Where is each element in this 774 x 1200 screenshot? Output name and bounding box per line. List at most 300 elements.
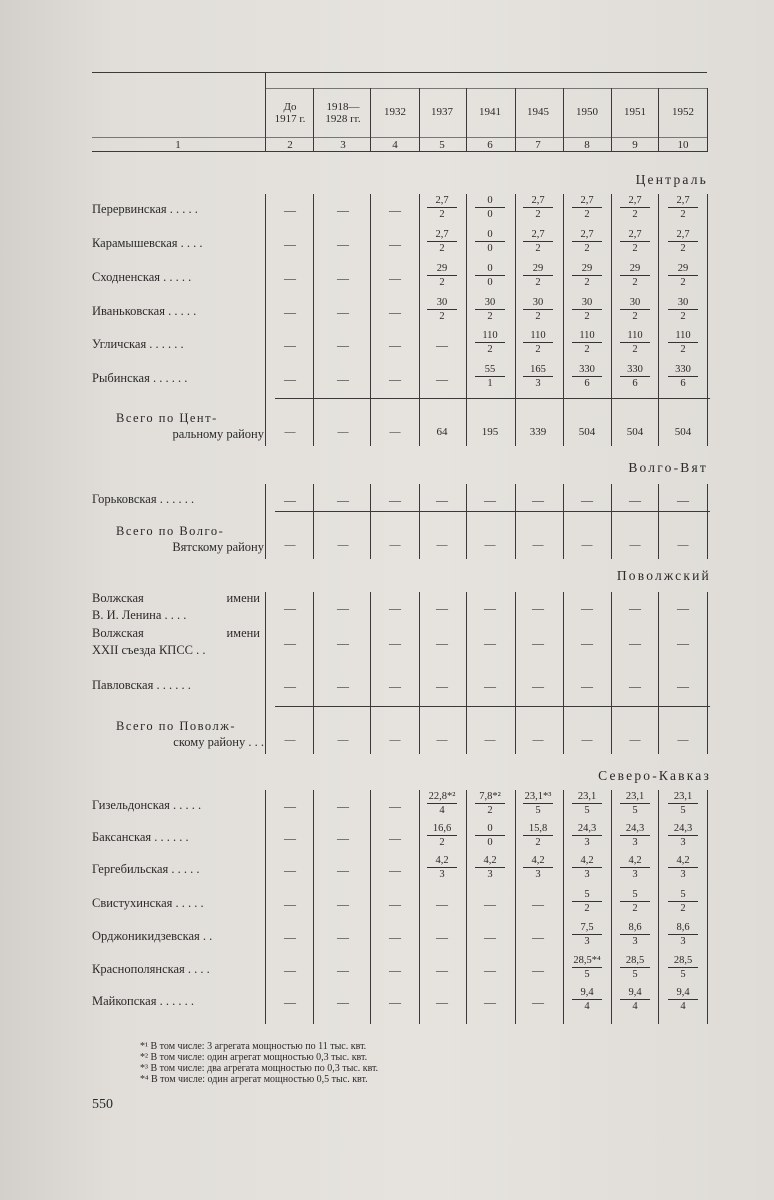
station-name: Перервинская . . . . .	[92, 202, 198, 216]
cell-value: —	[581, 636, 593, 650]
column-divider	[611, 790, 612, 1024]
total-value: —	[581, 734, 593, 746]
installed-capacity: 5	[584, 889, 590, 900]
unit-count: 2	[632, 903, 638, 914]
power-fraction	[421, 262, 463, 289]
unit-count: 2	[584, 311, 590, 322]
header-bottom-rule	[92, 151, 707, 152]
total-label-line: скому району . . .	[173, 735, 264, 749]
group-label-rule	[265, 88, 707, 89]
column-number: 2	[287, 139, 293, 151]
total-value: —	[436, 734, 448, 746]
unit-count: 0	[487, 837, 493, 848]
column-divider	[515, 592, 516, 754]
unit-count: 2	[680, 277, 686, 288]
total-label-line: Всего по Цент-	[116, 411, 218, 425]
unit-count: 2	[439, 311, 445, 322]
column-divider	[370, 592, 371, 754]
total-value: 339	[529, 426, 547, 438]
cell-value: —	[389, 601, 401, 615]
unit-count: 3	[535, 378, 541, 389]
header-col-divider	[515, 88, 516, 152]
column-divider	[515, 484, 516, 559]
unit-count: 2	[535, 277, 541, 288]
power-fraction	[566, 954, 608, 981]
unit-count: 0	[487, 277, 493, 288]
power-fraction	[566, 262, 608, 289]
total-value: 504	[674, 426, 692, 438]
total-value: —	[389, 426, 401, 438]
power-fraction	[517, 194, 559, 221]
cell-value: —	[337, 995, 349, 1009]
cell-value: —	[389, 963, 401, 977]
power-fraction	[517, 228, 559, 255]
total-value: —	[629, 539, 641, 551]
cell-value: —	[337, 799, 349, 813]
column-number: 4	[392, 139, 398, 151]
cell-value: —	[389, 305, 401, 319]
column-divider	[313, 790, 314, 1024]
footnote: *¹ В том числе: 3 агрегата мощностью по 11 тыс. квт.	[140, 1041, 367, 1052]
installed-capacity: 110	[627, 330, 643, 341]
power-fraction	[614, 296, 656, 323]
column-divider	[313, 194, 314, 446]
cell-value: —	[484, 601, 496, 615]
unit-count: 2	[439, 277, 445, 288]
cell-value: —	[532, 963, 544, 977]
power-fraction	[517, 363, 559, 390]
installed-capacity: 23,1	[673, 791, 693, 802]
unit-count: 4	[632, 1001, 638, 1012]
cell-value: —	[337, 601, 349, 615]
installed-capacity: 2,7	[531, 229, 545, 240]
installed-capacity: 30	[484, 297, 496, 308]
station-name-line: Волжская имени	[92, 591, 260, 605]
unit-count: 3	[632, 837, 638, 848]
station-name-line: Волжская имени	[92, 626, 260, 640]
installed-capacity: 29	[677, 263, 689, 274]
page-number: 550	[92, 1097, 113, 1112]
total-label-line: Всего по Поволж-	[116, 719, 237, 733]
column-divider	[419, 790, 420, 1024]
station-name: Сходненская . . . . .	[92, 270, 192, 284]
power-fraction	[469, 363, 511, 390]
power-fraction	[469, 296, 511, 323]
year-header: 1945	[527, 106, 549, 118]
footnote: *² В том числе: один агрегат мощностью 0,3 тыс. квт.	[140, 1052, 368, 1063]
station-name: Баксанская . . . . . .	[92, 830, 189, 844]
installed-capacity: 0	[487, 823, 493, 834]
cell-value: —	[532, 995, 544, 1009]
column-divider	[515, 790, 516, 1024]
installed-capacity: 55	[484, 364, 496, 375]
installed-capacity: 7,8*²	[479, 791, 501, 802]
unit-count: 6	[584, 378, 590, 389]
installed-capacity: 2,7	[580, 229, 594, 240]
cell-value: —	[337, 863, 349, 877]
power-fraction	[469, 262, 511, 289]
total-label-line: ральному району	[172, 427, 264, 441]
total-value: —	[389, 734, 401, 746]
installed-capacity: 23,1	[577, 791, 597, 802]
section-title: Северо-Кавказ	[598, 768, 711, 783]
cell-value: —	[284, 338, 296, 352]
unit-count: 2	[632, 311, 638, 322]
column-divider	[563, 592, 564, 754]
cell-value: —	[284, 203, 296, 217]
power-fraction	[614, 954, 656, 981]
station-name: Орджоникидзевская . .	[92, 929, 213, 943]
cell-value: —	[677, 636, 689, 650]
year-header-line: 1917 г.	[274, 113, 306, 125]
header-col-divider	[658, 88, 659, 152]
power-fraction	[662, 296, 704, 323]
header-col-divider	[611, 88, 612, 152]
cell-value: —	[484, 963, 496, 977]
column-divider	[611, 194, 612, 446]
year-header: 1932	[384, 106, 406, 118]
cell-value: —	[677, 493, 689, 507]
column-number: 3	[340, 139, 346, 151]
station-name: Краснополянская . . . .	[92, 962, 210, 976]
cell-value: —	[677, 601, 689, 615]
installed-capacity: 16,6	[432, 823, 452, 834]
station-name: Свистухинская . . . . .	[92, 896, 204, 910]
unit-count: 6	[632, 378, 638, 389]
unit-count: 3	[632, 869, 638, 880]
column-divider	[707, 790, 708, 1024]
cell-value: —	[337, 963, 349, 977]
unit-count: 6	[680, 378, 686, 389]
cell-value: —	[436, 897, 448, 911]
unit-count: 2	[535, 344, 541, 355]
table-top-rule	[92, 72, 707, 73]
total-value: 504	[578, 426, 596, 438]
installed-capacity: 4,2	[435, 855, 449, 866]
cell-value: —	[581, 601, 593, 615]
installed-capacity: 4,2	[676, 855, 690, 866]
cell-value: —	[436, 930, 448, 944]
column-divider	[563, 790, 564, 1024]
total-value: —	[436, 539, 448, 551]
cell-value: —	[484, 679, 496, 693]
cell-value: —	[284, 636, 296, 650]
power-fraction	[614, 888, 656, 915]
section-title: Поволжский	[616, 568, 711, 583]
station-name: Гергебильская . . . . .	[92, 862, 200, 876]
column-divider	[515, 194, 516, 446]
installed-capacity: 9,4	[580, 987, 594, 998]
cell-value: —	[436, 601, 448, 615]
power-fraction	[517, 854, 559, 881]
year-header: 1952	[672, 106, 694, 118]
power-fraction	[421, 228, 463, 255]
cell-value: —	[337, 636, 349, 650]
unit-count: 2	[487, 344, 493, 355]
cell-value: —	[284, 963, 296, 977]
cell-value: —	[284, 271, 296, 285]
installed-capacity: 0	[487, 229, 493, 240]
cell-value: —	[337, 831, 349, 845]
installed-capacity: 22,8*²	[428, 791, 456, 802]
power-fraction	[614, 194, 656, 221]
installed-capacity: 110	[530, 330, 546, 341]
cell-value: —	[389, 203, 401, 217]
power-fraction	[614, 262, 656, 289]
total-value: —	[532, 734, 544, 746]
station-name: Павловская . . . . . .	[92, 678, 191, 692]
cell-value: —	[532, 493, 544, 507]
column-divider	[658, 194, 659, 446]
unit-count: 2	[584, 243, 590, 254]
installed-capacity: 24,3	[673, 823, 693, 834]
unit-count: 2	[632, 209, 638, 220]
column-divider	[419, 592, 420, 754]
power-fraction	[469, 228, 511, 255]
total-rule	[275, 511, 710, 512]
total-value: —	[581, 539, 593, 551]
installed-capacity: 23,1*³	[524, 791, 552, 802]
unit-count: 5	[535, 805, 541, 816]
station-name	[92, 590, 260, 624]
unit-count: 2	[680, 311, 686, 322]
cell-value: —	[629, 493, 641, 507]
column-divider	[563, 194, 564, 446]
column-divider	[419, 194, 420, 446]
unit-count: 3	[680, 936, 686, 947]
power-fraction	[469, 822, 511, 849]
installed-capacity: 110	[579, 330, 595, 341]
station-name: Угличская . . . . . .	[92, 337, 184, 351]
cell-value: —	[389, 636, 401, 650]
column-divider	[563, 484, 564, 559]
power-fraction	[566, 363, 608, 390]
power-fraction	[662, 790, 704, 817]
station-name: Иваньковская . . . . .	[92, 304, 197, 318]
station-name-line: В. И. Ленина . . . .	[92, 608, 187, 622]
power-fraction	[614, 228, 656, 255]
power-fraction	[614, 329, 656, 356]
power-fraction	[517, 790, 559, 817]
total-value: —	[532, 539, 544, 551]
cell-value: —	[337, 372, 349, 386]
power-fraction	[421, 296, 463, 323]
installed-capacity: 9,4	[628, 987, 642, 998]
installed-capacity: 29	[532, 263, 544, 274]
cell-value: —	[436, 493, 448, 507]
power-fraction	[662, 363, 704, 390]
power-fraction	[566, 228, 608, 255]
cell-value: —	[389, 493, 401, 507]
year-header: 1950	[576, 106, 598, 118]
cell-value: —	[484, 995, 496, 1009]
footnote: *³ В том числе: два агрегата мощностью по 0,3 тыс. квт.	[140, 1063, 379, 1074]
station-name	[92, 625, 260, 659]
installed-capacity: 165	[530, 364, 546, 375]
cell-value: —	[389, 237, 401, 251]
cell-value: —	[389, 679, 401, 693]
cell-value: —	[284, 863, 296, 877]
cell-value: —	[436, 338, 448, 352]
year-header	[265, 101, 315, 125]
total-value: 64	[436, 426, 448, 438]
installed-capacity: 4,2	[580, 855, 594, 866]
station-name: Рыбинская . . . . . .	[92, 371, 188, 385]
power-fraction	[662, 954, 704, 981]
unit-count: 4	[439, 805, 445, 816]
cell-value: —	[581, 493, 593, 507]
total-value: —	[337, 734, 349, 746]
cell-value: —	[389, 930, 401, 944]
unit-count: 2	[584, 277, 590, 288]
power-fraction	[421, 194, 463, 221]
cell-value: —	[389, 995, 401, 1009]
footnote: *⁴ В том числе: один агрегат мощностью 0,5 тыс. квт.	[140, 1074, 368, 1085]
installed-capacity: 0	[487, 195, 493, 206]
power-fraction	[614, 921, 656, 948]
power-fraction	[614, 822, 656, 849]
total-value: —	[389, 539, 401, 551]
installed-capacity: 8,6	[628, 922, 642, 933]
power-fraction	[662, 194, 704, 221]
cell-value: —	[337, 897, 349, 911]
column-divider	[707, 194, 708, 446]
power-fraction	[662, 262, 704, 289]
cell-value: —	[337, 338, 349, 352]
year-header-line: 1918—	[326, 101, 360, 113]
installed-capacity: 29	[581, 263, 593, 274]
cell-value: —	[629, 636, 641, 650]
unit-count: 5	[680, 969, 686, 980]
total-value: —	[284, 734, 296, 746]
installed-capacity: 4,2	[628, 855, 642, 866]
power-fraction	[614, 790, 656, 817]
cell-value: —	[284, 799, 296, 813]
unit-count: 3	[487, 869, 493, 880]
unit-count: 4	[680, 1001, 686, 1012]
cell-value: —	[284, 897, 296, 911]
cell-value: —	[284, 372, 296, 386]
column-divider	[265, 790, 266, 1024]
unit-count: 2	[535, 311, 541, 322]
unit-count: 2	[439, 209, 445, 220]
cell-value: —	[532, 930, 544, 944]
power-fraction	[421, 854, 463, 881]
installed-capacity: 23,1	[625, 791, 645, 802]
year-header: 1937	[431, 106, 453, 118]
power-fraction	[662, 888, 704, 915]
installed-capacity: 2,7	[435, 229, 449, 240]
total-value: —	[629, 734, 641, 746]
cell-value: —	[337, 305, 349, 319]
cell-value: —	[389, 863, 401, 877]
power-fraction	[662, 822, 704, 849]
installed-capacity: 2,7	[628, 195, 642, 206]
unit-count: 2	[632, 277, 638, 288]
unit-count: 2	[680, 903, 686, 914]
header-col-divider	[370, 88, 371, 152]
installed-capacity: 110	[675, 330, 691, 341]
unit-count: 5	[632, 805, 638, 816]
unit-count: 2	[439, 243, 445, 254]
cell-value: —	[484, 930, 496, 944]
column-divider	[313, 592, 314, 754]
power-fraction	[517, 296, 559, 323]
cell-value: —	[436, 963, 448, 977]
installed-capacity: 29	[629, 263, 641, 274]
installed-capacity: 30	[677, 297, 689, 308]
power-fraction	[662, 329, 704, 356]
header-col-divider	[563, 88, 564, 152]
power-fraction	[566, 194, 608, 221]
cell-value: —	[284, 995, 296, 1009]
column-number: 1	[175, 139, 181, 151]
station-name-line: XXII съезда КПСС . .	[92, 643, 206, 657]
power-fraction	[469, 329, 511, 356]
total-value: —	[677, 734, 689, 746]
cell-value: —	[436, 372, 448, 386]
power-fraction	[566, 921, 608, 948]
unit-count: 2	[487, 805, 493, 816]
installed-capacity: 330	[627, 364, 643, 375]
power-fraction	[469, 790, 511, 817]
power-fraction	[566, 888, 608, 915]
column-number: 6	[487, 139, 493, 151]
installed-capacity: 2,7	[676, 195, 690, 206]
cell-value: —	[484, 493, 496, 507]
section-title: Централь	[635, 172, 708, 187]
total-value: —	[284, 539, 296, 551]
header-mid-rule	[92, 137, 707, 138]
unit-count: 2	[439, 837, 445, 848]
installed-capacity: 330	[579, 364, 595, 375]
cell-value: —	[484, 636, 496, 650]
cell-value: —	[436, 636, 448, 650]
installed-capacity: 28,5*⁴	[573, 955, 601, 966]
power-fraction	[614, 854, 656, 881]
cell-value: —	[284, 679, 296, 693]
installed-capacity: 24,3	[577, 823, 597, 834]
cell-value: —	[337, 203, 349, 217]
total-rule	[275, 398, 710, 399]
unit-count: 2	[535, 243, 541, 254]
column-number: 5	[439, 139, 445, 151]
total-value: —	[677, 539, 689, 551]
unit-count: 2	[584, 344, 590, 355]
total-rule	[275, 706, 710, 707]
power-fraction	[662, 921, 704, 948]
power-fraction	[662, 854, 704, 881]
cell-value: —	[337, 493, 349, 507]
cell-value: —	[532, 897, 544, 911]
installed-capacity: 30	[532, 297, 544, 308]
unit-count: 3	[439, 869, 445, 880]
cell-value: —	[337, 271, 349, 285]
unit-count: 2	[632, 243, 638, 254]
station-name: Гизельдонская . . . . .	[92, 798, 202, 812]
power-fraction	[421, 822, 463, 849]
station-name: Карамышевская . . . .	[92, 236, 203, 250]
column-divider	[265, 484, 266, 559]
installed-capacity: 2,7	[580, 195, 594, 206]
power-fraction	[469, 194, 511, 221]
unit-count: 3	[680, 837, 686, 848]
column-divider	[370, 484, 371, 559]
power-fraction	[566, 986, 608, 1013]
unit-count: 2	[680, 243, 686, 254]
total-value: —	[484, 734, 496, 746]
column-divider	[466, 484, 467, 559]
